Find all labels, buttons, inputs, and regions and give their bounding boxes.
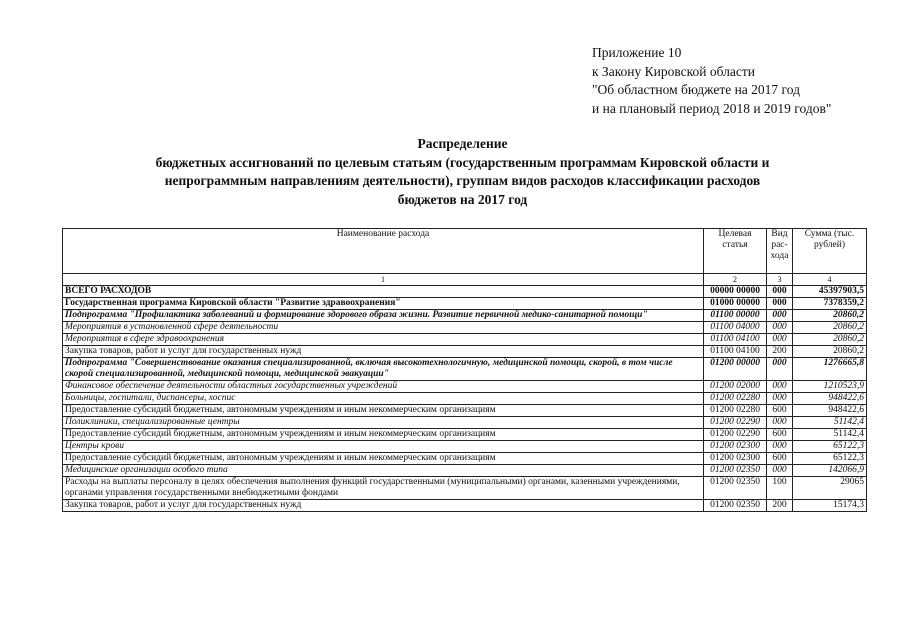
cell-name: Мероприятия в сфере здравоохранения	[63, 334, 704, 346]
cell-name: Финансовое обеспечение деятельности областных государственных учреждений	[63, 381, 704, 393]
cell-sum: 20860,2	[793, 310, 867, 322]
cell-code: 01100 00000	[704, 310, 767, 322]
cell-name: Расходы на выплаты персоналу в целях обеспечения выполнения функций государственными (муниципальными) органами, казенными учреждениями, органами управления государственными внебюджетными фондами	[63, 477, 704, 500]
table-row	[63, 453, 867, 465]
cell-code: 01200 02000	[704, 381, 767, 393]
cell-name: Центры крови	[63, 441, 704, 453]
cell-sum: 15174,3	[793, 500, 867, 512]
cell-code: 01200 02350	[704, 477, 767, 500]
cell-kind: 200	[767, 500, 793, 512]
cell-sum: 1276665,8	[793, 358, 867, 381]
cell-kind: 000	[767, 298, 793, 310]
table-row	[63, 500, 867, 512]
table-row	[63, 441, 867, 453]
cell-code: 00000 00000	[704, 286, 767, 298]
cell-name: Поликлиники, специализированные центры	[63, 417, 704, 429]
cell-kind: 600	[767, 405, 793, 417]
cell-sum: 20860,2	[793, 334, 867, 346]
table-row	[63, 477, 867, 500]
cell-sum: 20860,2	[793, 322, 867, 334]
cell-kind: 000	[767, 393, 793, 405]
cell-name: Предоставление субсидий бюджетным, автономным учреждениям и иным некоммерческим организациям	[63, 429, 704, 441]
table-header-row	[63, 229, 867, 274]
column-number: 1	[63, 274, 704, 286]
cell-kind: 600	[767, 453, 793, 465]
table-row	[63, 429, 867, 441]
title-line: непрограммным направлениям деятельности), группам видов расходов классификации расходов	[164, 173, 761, 188]
cell-sum: 51142,4	[793, 429, 867, 441]
cell-kind: 100	[767, 477, 793, 500]
appendix-line: к Закону Кировской области	[592, 63, 756, 79]
cell-kind: 600	[767, 429, 793, 441]
cell-name: Предоставление субсидий бюджетным, автономным учреждениям и иным некоммерческим организациям	[63, 453, 704, 465]
cell-sum: 20860,2	[793, 346, 867, 358]
cell-name: Медицинские организации особого типа	[63, 465, 704, 477]
cell-code: 01200 02290	[704, 429, 767, 441]
cell-kind: 000	[767, 381, 793, 393]
cell-name: Предоставление субсидий бюджетным, автономным учреждениям и иным некоммерческим организациям	[63, 405, 704, 417]
cell-sum: 948422,6	[793, 405, 867, 417]
cell-code: 01200 02280	[704, 405, 767, 417]
header-kind: Вид рас-хода	[767, 229, 793, 274]
cell-code: 01100 04000	[704, 322, 767, 334]
cell-sum: 1210523,9	[793, 381, 867, 393]
header-code: Целевая статья	[704, 229, 767, 274]
title-line: бюджетов на 2017 год	[397, 191, 528, 207]
cell-name: ВСЕГО РАСХОДОВ	[63, 286, 704, 298]
cell-kind: 000	[767, 441, 793, 453]
appendix-line: и на плановый период 2018 и 2019 годов"	[592, 100, 832, 116]
table-row	[63, 405, 867, 417]
cell-code: 01100 04100	[704, 334, 767, 346]
column-number: 3	[767, 274, 793, 286]
appendix-line: Приложение 10	[592, 45, 682, 60]
table-row	[63, 334, 867, 346]
table-row	[63, 310, 867, 322]
cell-name: Государственная программа Кировской области "Развитие здравоохранения"	[63, 298, 704, 310]
table-row	[63, 298, 867, 310]
document-title	[60, 135, 865, 209]
column-number: 4	[793, 274, 867, 286]
cell-sum: 65122,3	[793, 441, 867, 453]
cell-sum: 142066,9	[793, 465, 867, 477]
table-row	[63, 286, 867, 298]
cell-name: Мероприятия в установленной сфере деятельности	[63, 322, 704, 334]
column-number: 2	[704, 274, 767, 286]
cell-code: 01200 02300	[704, 441, 767, 453]
table-row	[63, 346, 867, 358]
table-row	[63, 417, 867, 429]
cell-code: 01200 02300	[704, 453, 767, 465]
cell-name: Подпрограмма "Профилактика заболеваний и формирование здорового образа жизни. Развитие первичной медико-санитарной помощи"	[63, 310, 704, 322]
cell-sum: 29065	[793, 477, 867, 500]
cell-code: 01200 02350	[704, 465, 767, 477]
cell-sum: 65122,3	[793, 453, 867, 465]
table-row	[63, 322, 867, 334]
cell-kind: 200	[767, 346, 793, 358]
cell-name: Закупка товаров, работ и услуг для государственных нужд	[63, 500, 704, 512]
cell-kind: 000	[767, 334, 793, 346]
cell-sum: 7378359,2	[793, 298, 867, 310]
cell-sum: 45397903,5	[793, 286, 867, 298]
title-line: бюджетных ассигнований по целевым статьям (государственным программам Кировской области и	[155, 154, 770, 170]
appendix-line: "Об областном бюджете на 2017 год	[592, 82, 800, 97]
title-line: Распределение	[417, 136, 508, 151]
cell-name: Больницы, госпитали, диспансеры, хоспис	[63, 393, 704, 405]
appendix-note	[592, 44, 831, 118]
column-number-row	[63, 274, 867, 286]
header-name: Наименование расхода	[63, 229, 704, 274]
cell-name: Закупка товаров, работ и услуг для государственных нужд	[63, 346, 704, 358]
cell-kind: 000	[767, 322, 793, 334]
table-row	[63, 393, 867, 405]
cell-code: 01200 02290	[704, 417, 767, 429]
cell-code: 01200 00000	[704, 358, 767, 381]
table-row	[63, 381, 867, 393]
header-sum: Сумма (тыс. рублей)	[793, 229, 867, 274]
cell-sum: 948422,6	[793, 393, 867, 405]
cell-kind: 000	[767, 417, 793, 429]
cell-code: 01100 04100	[704, 346, 767, 358]
cell-code: 01200 02350	[704, 500, 767, 512]
cell-kind: 000	[767, 310, 793, 322]
budget-table	[62, 228, 867, 512]
table-row	[63, 358, 867, 381]
cell-kind: 000	[767, 465, 793, 477]
cell-code: 01200 02280	[704, 393, 767, 405]
cell-code: 01000 00000	[704, 298, 767, 310]
cell-kind: 000	[767, 358, 793, 381]
cell-kind: 000	[767, 286, 793, 298]
cell-sum: 51142,4	[793, 417, 867, 429]
table-row	[63, 465, 867, 477]
cell-name: Подпрограмма "Совершенствование оказания специализированной, включая высокотехнологичную, медицинской помощи, скорой, в том числе скорой специализированной, медицинской помощи, медицинской эвакуации"	[63, 358, 704, 381]
